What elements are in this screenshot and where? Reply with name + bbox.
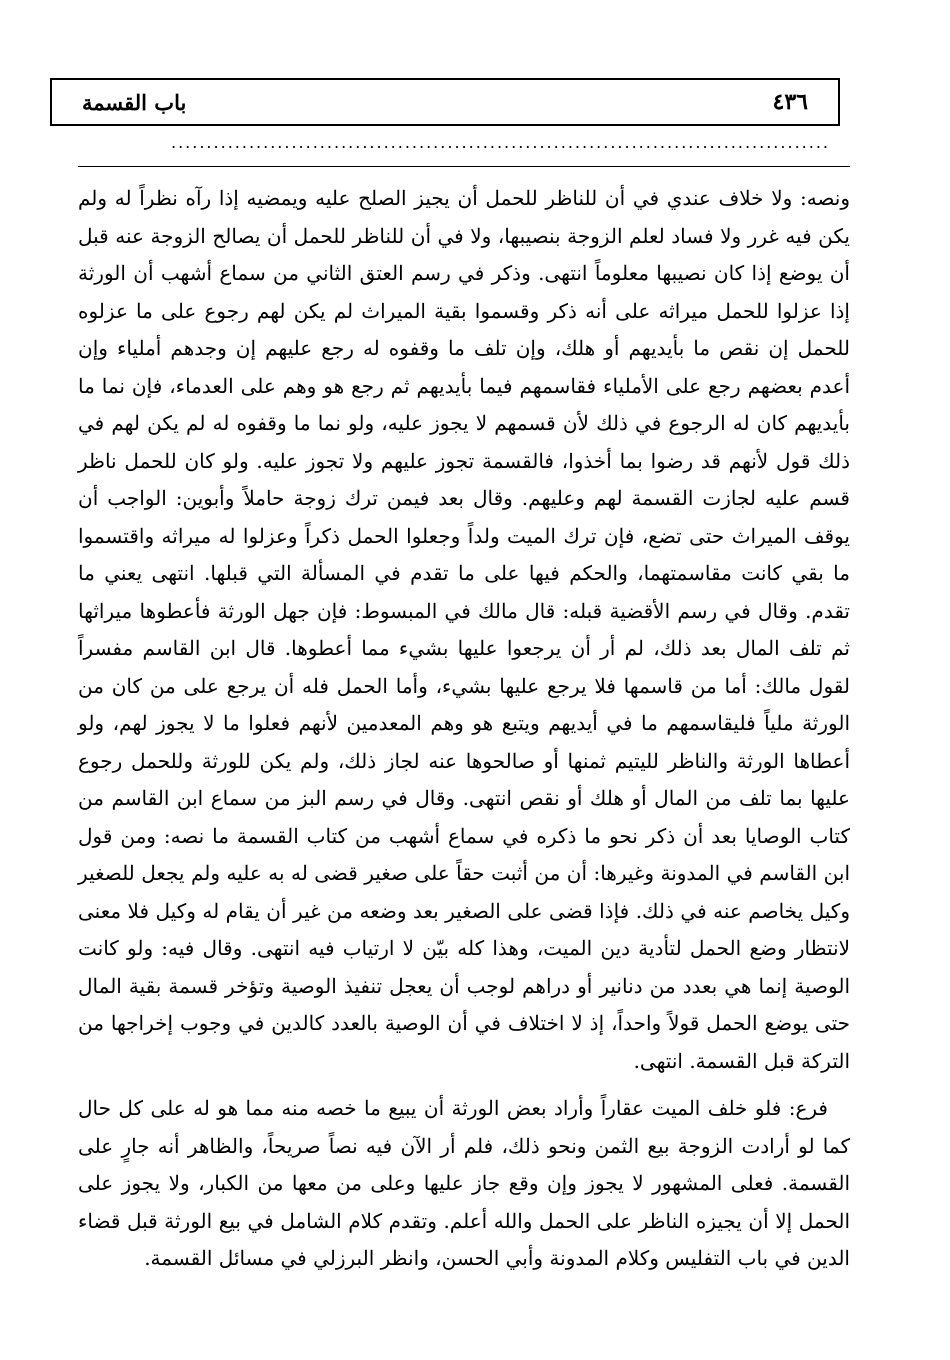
paragraph-branch: فرع: فلو خلف الميت عقاراً وأراد بعض الورثة أن يبيع ما خصه منه مما هو له على كل حال كما لو أرادت الزوجة بيع الثمن ونحو ذلك، فلم أر الآن فيه نصاً صريحاً، والظاهر أنه جارٍ على القسمة. فعلى المشهور لا يجوز وإن وقع جاز عليها وعلى من معها من الكبار، ولا يجوز على الحمل إلا أن يجيزه الناظر على الحمل والله أعلم. وتقدم كلام الشامل في بيع الورثة قبل قضاء الدين في باب التفليس وكلام المدونة وأبي الحسن، وانظر البرزلي في مسائل القسمة.	[78, 1096, 850, 1270]
horizontal-rule	[78, 166, 850, 167]
chapter-title: باب القسمة	[82, 89, 187, 115]
paragraph: ونصه: ولا خلاف عندي في أن للناظر للحمل أن يجيز الصلح عليه ويمضيه إذا رآه نظراً له ولم يكن فيه غرر ولا فساد لعلم الزوجة بنصيبها، ولا في أن للناظر للحمل أن يصالح الزوجة عنه قبل أن يوضع إذا كان نصيبها معلوماً انتهى. وذكر في رسم العتق الثاني من سماع أشهب أن الورثة إذا عزلوا للحمل ميراثه على أنه ذكر وقسموا بقية الميراث لم يكن لهم رجوع على ما عزلوه للحمل إن نقص ما بأيديهم أو هلك، وإن تلف ما وقفوه له رجع عليهم إن وجدهم أملياء وإن أعدم بعضهم رجع على الأملياء فقاسمهم فيما بأيديهم ثم رجع هو وهم على العدماء، فإن نما ما بأيديهم كان له الرجوع في ذلك لأن قسمهم لا يجوز عليه، ولو نما ما وقفوه له لم يكن لهم في ذلك قول لأنهم قد رضوا بما أخذوا، فالقسمة تجوز عليهم ولا تجوز عليه. ولو كان للحمل ناظر قسم عليه لجازت القسمة لهم وعليهم. وقال بعد فيمن ترك زوجة حاملاً وأبوين: الواجب أن يوقف الميراث حتى تضع، فإن ترك الميت ولداً وجعلوا الحمل ذكراً وعزلوا له ميراثه واقتسموا ما بقي كانت مقاسمتهما، والحكم فيها على ما تقدم في المسألة التي قبلها. انتهى يعني ما تقدم. وقال في رسم الأقضية قبله: قال مالك في المبسوط: فإن جهل الورثة فأعطوها ميراثها ثم تلف المال بعد ذلك، لم أر أن يرجعوا عليها بشيء مما أعطوها. قال ابن القاسم مفسراً لقول مالك: أما من قاسمها فلا يرجع عليها بشيء، وأما الحمل فله أن يرجع على من كان من الورثة ملياً فليقاسمهم ما في أيديهم ويتبع هو وهم المعدمين لأنهم فعلوا ما لا يجوز لهم، ولو أعطاها الورثة والناظر لليتيم ثمنها أو صالحوها عنه لجاز ذلك، ولم يكن للورثة وللحمل رجوع عليها بما تلف من المال أو هلك أو نقص انتهى. وقال في رسم البز من سماع ابن القاسم من كتاب الوصايا بعد أن ذكر نحو ما ذكره في سماع أشهب من كتاب القسمة ما نصه: ومن قول ابن القاسم في المدونة وغيرها: أن من أثبت حقاً على صغير قضى له به عليه ولم يجعل للصغير وكيل يخاصم عنه في ذلك. فإذا قضى على الصغير بعد وضعه من غير أن يقام له وكيل فلا معنى لانتظار وضع الحمل لتأدية دين الميت، وهذا كله بيّن لا ارتياب فيه انتهى. وقال فيه: ولو كانت الوصية إنما هي بعدد من دنانير أو دراهم لوجب أن يعجل تنفيذ الوصية وتؤخر قسمة بقية المال حتى يوضع الحمل قولاً واحداً، إذ لا اختلاف في أن الوصية بالعدد كالدين في وجوب إخراجها من التركة قبل القسمة. انتهى.	[78, 186, 850, 1073]
page-number: ٤٣٦	[772, 89, 808, 115]
main-text	[78, 180, 850, 1278]
running-header	[50, 78, 840, 126]
dotted-separator: .............................................................................................	[171, 136, 830, 150]
